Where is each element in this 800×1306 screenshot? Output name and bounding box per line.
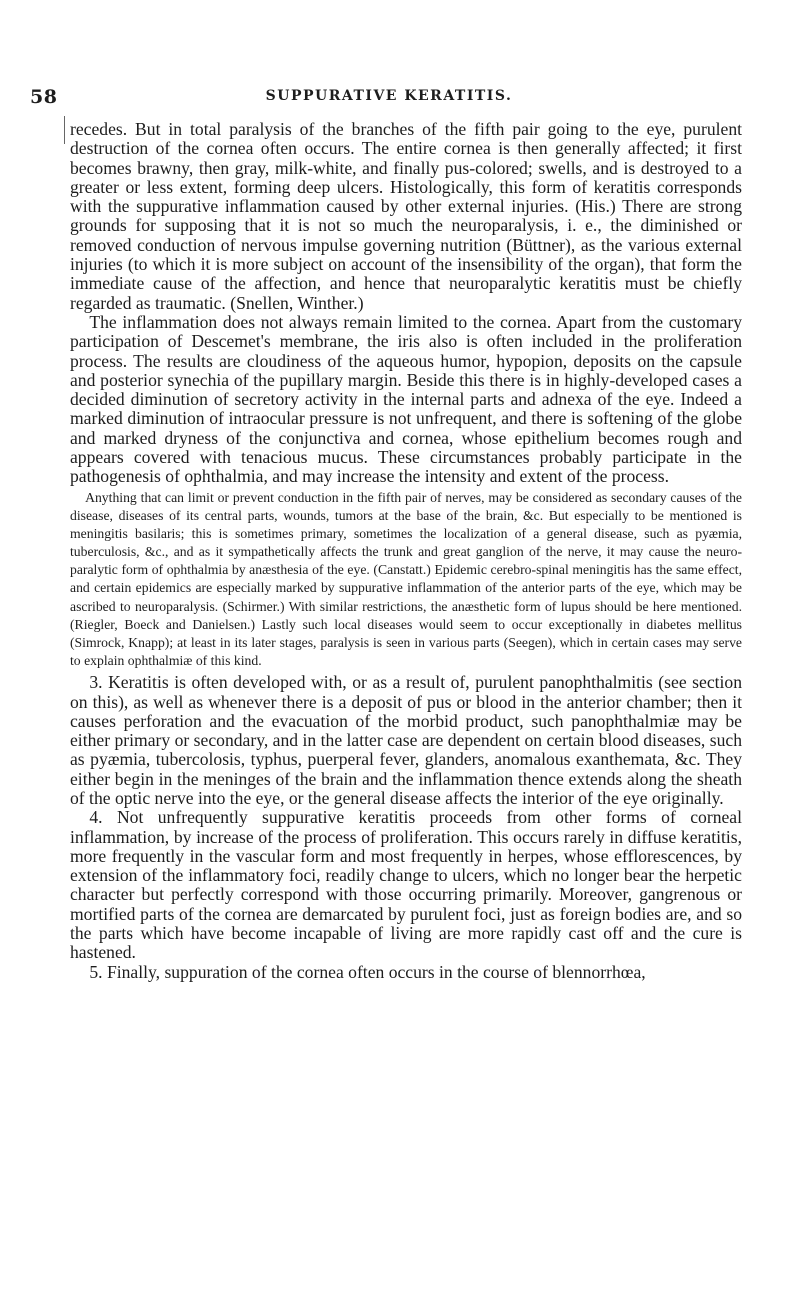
paragraph-5-blennorrhoea: 5. Finally, suppuration of the cornea often occurs in the course of blennorrhœa, [89, 961, 646, 982]
paragraph-inflammation-extent: The inflammation does not always remain limited to the cornea. Apart from the customary participation of Descemet's membrane, the iris also is often included in the proliferation process. The results are cloudiness of the aqueous humor, hypopion, deposits on the capsule and posterior synechia of the pupillary margin. Beside this there is in highly-developed cases a decided diminution of secretory activity in the internal parts and adnexa of the eye. Indeed a marked diminution of intraocular pressure is not unfrequent, and there is softening of the globe and marked dryness of the conjunctiva and cornea, whose epithelium becomes rough and appears covered with tenacious mucus. These circumstances probably participate in the pathogenesis of ophthalmia, and may increase the intensity and extent of the process. [70, 311, 742, 487]
paragraph-3-panophthalmitis: 3. Keratitis is often developed with, or as a result of, purulent panophthalmitis (see section on this), as well as whenever there is a deposit of pus or blood in the anterior chamber; then it causes perforation and the evacuation of the morbid product, such panophthalmiæ may be either primary or secondary, and in the latter case are dependent on certain blood diseases, such as pyæmia, tubercolosis, typhus, puerperal fever, glanders, anomalous exanthemata, &c. They either begin in the meninges of the brain and the inflammation thence extends along the sheath of the optic nerve into the eye, or the general disease affects the interior of the eye originally. [70, 672, 742, 808]
running-title: SUPPURATIVE KERATITIS. [265, 88, 513, 104]
small-print-note: Anything that can limit or prevent conduction in the fifth pair of nerves, may be considered as secondary causes of the disease, diseases of its central parts, wounds, tumors at the base of the brain, &c. But especially to be mentioned is meningitis basilaris; this is sometimes primary, sometimes the localization of a general disease, such as pyæmia, tuberculosis, &c., and as it sympathetically affects the trunk and great ganglion of the nerve, it may cause the neuro-paralytic form of ophthalmia by anæsthesia of the eye. (Canstatt.) Epidemic cerebro-spinal meningitis has the same effect, and certain epidemics are especially marked by suppurative inflammation of the anterior parts of the eye, which may be ascribed to neuroparalysis. (Schirmer.) With similar restrictions, the anæsthetic form of lupus should be here mentioned. (Riegler, Boeck and Danielsen.) Lastly such local diseases would seem to occur exceptionally in diabetes mellitus (Simrock, Knapp); at least in its later stages, paralysis is seen in various parts (Seegen), which in certain cases may serve to explain ophthalmiæ of this kind. [70, 489, 742, 669]
page-header [30, 86, 748, 110]
paragraph-4-proliferation: 4. Not unfrequently suppurative keratitis proceeds from other forms of corneal inflammation, by increase of the process of proliferation. This occurs rarely in diffuse keratitis, more frequently in the vascular form and most frequently in herpes, whose efflorescences, by extension of the inflammatory foci, readily change to ulcers, which no longer bear the herpetic character but perfectly correspond with those occurring primarily. Moreover, gangrenous or mortified parts of the cornea are demarcated by purulent foci, just as foreign bodies are, and so the parts which have become incapable of living are more rapidly cast off and the cure is hastened. [70, 807, 742, 963]
page-number: 58 [30, 86, 58, 108]
margin-rule [64, 116, 65, 144]
paragraph-neuroparalytic: recedes. But in total paralysis of the branches of the fifth pair going to the eye, purulent destruction of the cornea often occurs. The entire cornea is then generally affected; it first becomes brawny, then gray, milk-white, and finally pus-colored; swells, and is destroyed to a greater or less extent, forming deep ulcers. Histologically, this form of keratitis corresponds with the suppurative inflammation caused by other external injuries. (His.) There are strong grounds for supposing that it is not so much the neuroparalysis, i. e., the diminished or removed conduction of nervous impulse governing nutrition (Büttner), as the various external injuries (to which it is more subject on account of the insensibility of the organ), that form the immediate cause of the affection, and hence that neuroparalytic keratitis must be chiefly regarded as traumatic. (Snellen, Winther.) [70, 119, 742, 313]
page-body [70, 120, 742, 982]
